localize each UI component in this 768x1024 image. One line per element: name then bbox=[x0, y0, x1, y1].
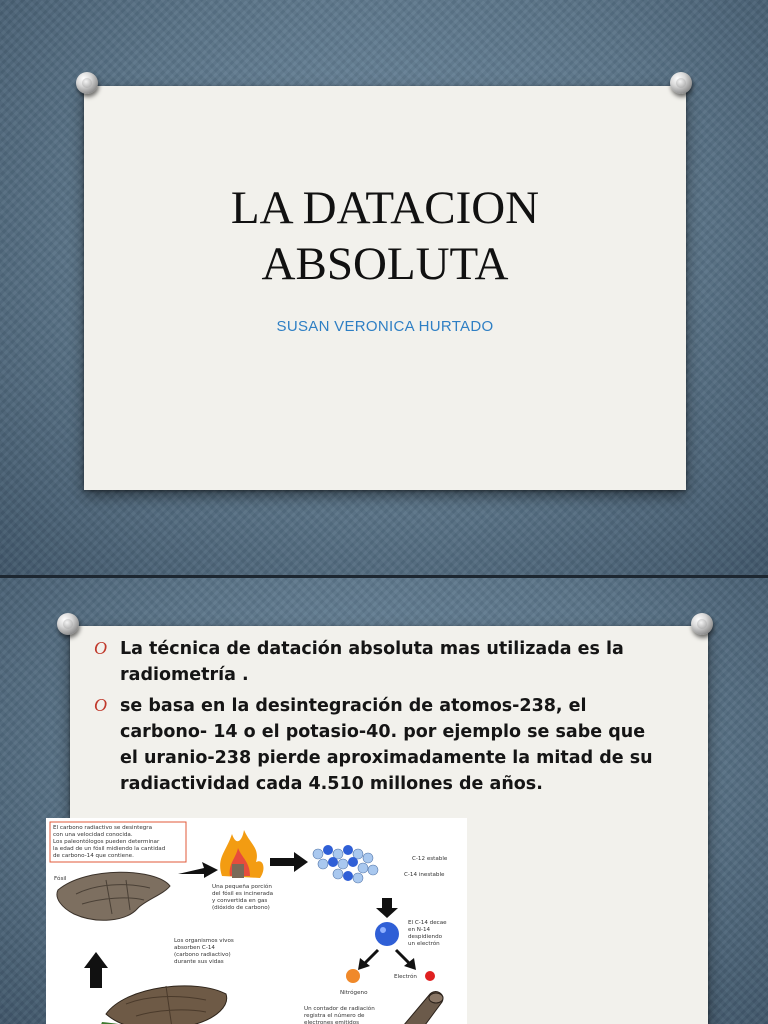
fossil-label: Fósil bbox=[54, 876, 67, 882]
living-text: absorben C-14 bbox=[174, 945, 215, 951]
pushpin-icon bbox=[691, 613, 713, 635]
radiation-counter-icon bbox=[398, 992, 443, 1024]
info-box-text: con una velocidad conocida. bbox=[53, 832, 133, 838]
bullet-text: se basa en la desintegración de atomos-238, el carbono- 14 o el potasio-40. por ejemplo se sabe que el uranio-238 pierde aproximadamente la mitad de su radiactividad cada 4.510 millones de años. bbox=[120, 696, 653, 794]
carbon-atoms-icon bbox=[313, 845, 378, 883]
decay-text: un electrón bbox=[408, 941, 440, 947]
electron-icon bbox=[425, 971, 435, 981]
nitrogen-atom-icon bbox=[346, 969, 360, 983]
c14-label: C-14 inestable bbox=[404, 872, 445, 878]
info-box-text: la edad de un fósil midiendo la cantidad bbox=[53, 846, 166, 852]
bullet-text: La técnica de datación absoluta mas utilizada es la radiometría . bbox=[120, 639, 624, 685]
fire-icon bbox=[220, 830, 263, 878]
decay-text: en N-14 bbox=[408, 927, 431, 933]
info-box-text: El carbono radiactivo se desintegra bbox=[53, 825, 153, 831]
arrow-icon bbox=[396, 950, 410, 964]
nitrogen-label: Nitrógeno bbox=[340, 990, 368, 996]
living-text: (carbono radiactivo) bbox=[174, 952, 231, 958]
arrow-up-icon bbox=[84, 952, 108, 988]
burn-text: del fósil es incinerada bbox=[212, 891, 274, 897]
decay-text: El C-14 decae bbox=[408, 920, 447, 926]
pushpin-icon bbox=[76, 72, 98, 94]
diagram-svg bbox=[46, 818, 467, 1024]
slide-title bbox=[84, 180, 686, 292]
bullet-icon: O bbox=[94, 695, 107, 715]
living-text: durante sus vidas bbox=[174, 959, 224, 965]
pushpin-icon bbox=[670, 72, 692, 94]
slide-title-line: LA DATACION bbox=[230, 182, 540, 234]
c12-label: C-12 estable bbox=[412, 856, 448, 862]
pushpin-icon bbox=[57, 613, 79, 635]
bullet-icon: O bbox=[94, 638, 107, 658]
info-box-text: de carbono-14 que contiene. bbox=[53, 853, 134, 859]
info-box-text: Los paleontólogos pueden determinar bbox=[53, 839, 160, 845]
living-text: Los organismos vivos bbox=[174, 938, 234, 944]
counter-text: registra el número de bbox=[304, 1013, 365, 1019]
burn-text: y convertida en gas bbox=[212, 898, 268, 904]
atom-highlight bbox=[380, 927, 386, 933]
bullet-list bbox=[94, 636, 654, 802]
arrow-right-icon bbox=[270, 852, 308, 872]
slide-subtitle: SUSAN VERONICA HURTADO bbox=[276, 318, 494, 335]
arrow-right-icon bbox=[178, 862, 218, 878]
slide-2 bbox=[0, 578, 768, 1024]
fossil-shell-icon bbox=[57, 872, 170, 920]
carbon14-atom-icon bbox=[375, 922, 399, 946]
bullet-item bbox=[94, 636, 654, 688]
burn-text: (dióxido de carbono) bbox=[212, 905, 270, 911]
bullet-item bbox=[94, 693, 654, 797]
slide-title-line: ABSOLUTA bbox=[261, 238, 509, 290]
living-shell-icon bbox=[96, 986, 227, 1024]
counter-text: electrones emitidos bbox=[304, 1020, 360, 1024]
decay-text: despidiendo bbox=[408, 934, 443, 940]
burn-text: Una pequeña porción bbox=[212, 884, 272, 890]
arrow-down-icon bbox=[376, 898, 398, 918]
carbon-dating-diagram bbox=[46, 818, 467, 1024]
arrow-icon bbox=[364, 950, 378, 964]
electron-label: Electrón bbox=[394, 974, 417, 980]
counter-text: Un contador de radiación bbox=[304, 1006, 375, 1012]
